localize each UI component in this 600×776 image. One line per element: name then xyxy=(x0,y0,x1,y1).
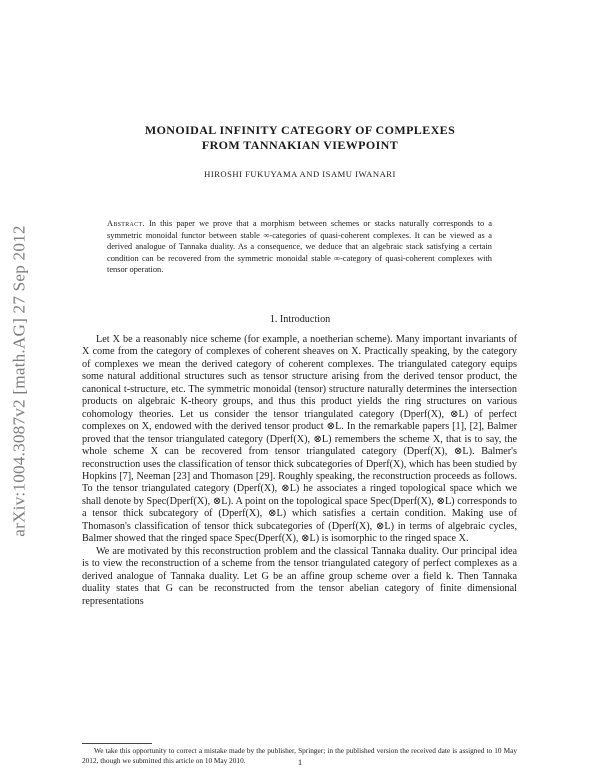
abstract-text: In this paper we prove that a morphism between schemes or stacks naturally corresponds to a symmetric monoidal functor between stable ∞-categories of quasi-coherent complexes. It can be viewed as a derived analogue of Tannaka duality. As a consequence, we deduce that an algebraic stack satisfying a certain condition can be recovered from the symmetric monoidal stable ∞-category of quasi-coherent complexes with tensor operation. xyxy=(107,219,493,274)
introduction-body xyxy=(82,334,517,608)
footnote-text: We take this opportunity to correct a mistake made by the publisher, Springer; in the published version the received date is assigned to 10 May 2012, though we submitted this article on 10 May 2010. xyxy=(82,746,517,765)
abstract-heading: Abstract. xyxy=(107,219,145,228)
abstract xyxy=(107,218,492,276)
arxiv-identifier-stamp xyxy=(2,158,38,604)
paper-title xyxy=(60,123,540,153)
footnote-divider xyxy=(82,743,152,744)
arxiv-identifier-text: arXiv:1004.3087v2 [math.AG] 27 Sep 2012 xyxy=(10,225,30,537)
author-list: HIROSHI FUKUYAMA AND ISAMU IWANARI xyxy=(204,169,396,179)
title-line-1: MONOIDAL INFINITY CATEGORY OF COMPLEXES xyxy=(144,123,456,137)
page-number: 1 xyxy=(297,757,303,767)
body-paragraph-1: Let X be a reasonably nice scheme (for example, a noetherian scheme). Many important invariants of X come from the category of complexes of coherent sheaves on X. Practically speaking, by the category of complexes we mean the derived category of coherent complexes. The triangulated category equips some natural additional structures such as tensor structure arising from the derived tensor product, the canonical t-structure, etc. The symmetric monoidal (tensor) structure naturally determines the intersection products on algebraic K-theory groups, and thus this product yields the ring structures on various cohomology theories. Let us consider the tensor triangulated category (Dperf(X), ⊗L) of perfect complexes on X, endowed with the derived tensor product ⊗L. In the remarkable papers [1], [2], Balmer proved that the tensor triangulated category (Dperf(X), ⊗L) remembers the scheme X, that is to say, the whole scheme X can be recovered from tensor triangulated category (Dperf(X), ⊗L). Balmer's reconstruction uses the classification of tensor thick subcategories of Dperf(X), which has been studied by Hopkins [7], Neeman [23] and Thomason [29]. Roughly speaking, the reconstruction proceeds as follows. To the tensor triangulated category (Dperf(X), ⊗L) he associates a ringed topological space which we shall denote by Spec(Dperf(X), ⊗L). A point on the topological space Spec(Dperf(X), ⊗L) corresponds to a tensor thick subcategory of (Dperf(X), ⊗L) which satisfies a certain condition. Making use of Thomason's classification of tensor thick subcategories of (Dperf(X), ⊗L) in terms of algebraic cycles, Balmer showed that the ringed space Spec(Dperf(X), ⊗L) is isomorphic to the ringed space X. xyxy=(82,334,517,545)
title-line-2: FROM TANNAKIAN VIEWPOINT xyxy=(201,138,399,152)
section-heading-introduction: 1. Introduction xyxy=(269,314,331,325)
body-paragraph-2: We are motivated by this reconstruction problem and the classical Tannaka duality. Our principal idea is to view the reconstruction of a scheme from the tensor triangulated category of perfect complexes as a derived analogue of Tannaka duality. Let G be an affine group scheme over a field k. Then Tannaka duality states that G can be reconstructed from the tensor abelian category of finite dimensional representations xyxy=(82,545,517,607)
